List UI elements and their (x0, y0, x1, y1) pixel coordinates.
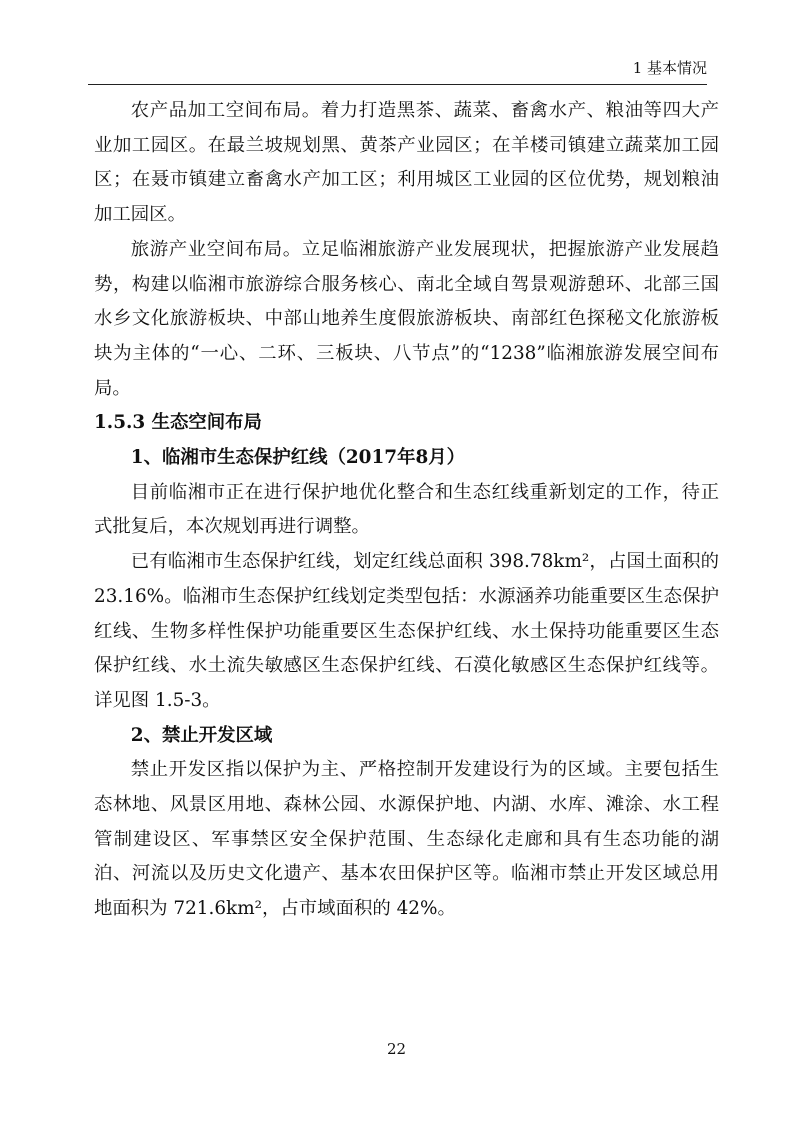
page-number: 22 (386, 1040, 407, 1058)
subsection-heading-redline: 1、临湘市生态保护红线（2017年8月） (130, 447, 466, 469)
running-header: 1 基本情况 (632, 59, 707, 77)
paragraph-agri-processing: 农产品加工空间布局。着力打造黑茶、蔬菜、畜禽水产、粮油等四大产业加工园区。在最兰坡规划黑、黄茶产业园区；在羊楼司镇建立蔬菜加工园区；在聂市镇建立畜禽水产加工区；利用城区工业园的区位优势，规划粮油加工园区。 (94, 100, 719, 226)
subsection-heading-prohibited: 2、禁止开发区域 (130, 724, 273, 746)
section-heading: 1.5.3 生态空间布局 (94, 412, 262, 434)
page-content (94, 94, 719, 927)
header-rule (88, 84, 707, 85)
paragraph-tourism-layout: 旅游产业空间布局。立足临湘旅游产业发展现状，把握旅游产业发展趋势，构建以临湘市旅游综合服务核心、南北全域自驾景观游憩环、北部三国水乡文化旅游板块、中部山地养生度假旅游板块、南部红色探秘文化旅游板块为主体的“一心、二环、三板块、八节点”的“1238”临湘旅游发展空间布局。 (94, 238, 719, 399)
paragraph-prohibited-zone: 禁止开发区指以保护为主、严格控制开发建设行为的区域。主要包括生态林地、风景区用地、森林公园、水源保护地、内湖、水库、滩涂、水工程管制建设区、军事禁区安全保护范围、生态绿化走廊和具有生态功能的湖泊、河流以及历史文化遗产、基本农田保护区等。临湘市禁止开发区域总用地面积为 721.6km²，占市域面积的 42%。 (94, 759, 719, 920)
paragraph-redline-area: 已有临湘市生态保护红线，划定红线总面积 398.78km²，占国土面积的23.16%。临湘市生态保护红线划定类型包括：水源涵养功能重要区生态保护红线、生物多样性保护功能重要区生态保护红线、水土保持功能重要区生态保护红线、水土流失敏感区生态保护红线、石漠化敏感区生态保护红线等。详见图 1.5-3。 (94, 551, 719, 711)
paragraph-redline-adjust: 目前临湘市正在进行保护地优化整合和生态红线重新划定的工作，待正式批复后，本次规划再进行调整。 (94, 481, 719, 538)
